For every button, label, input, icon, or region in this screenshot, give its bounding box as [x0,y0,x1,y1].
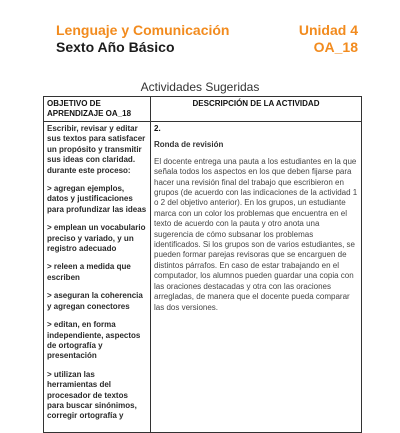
table-row [44,122,362,433]
objective-item: > agregan ejemplos, datos y justificaciones para profundizar las ideas [47,184,147,214]
activity-title: Ronda de revisión [154,140,224,150]
activity-cell [151,122,362,433]
objective-cell [44,122,151,433]
activity-number: 2. [154,124,161,133]
header-left [56,22,229,56]
objective-item: > aseguran la coherencia y agregan conectores [47,291,143,311]
objective-item: > editan, en forma independiente, aspectos de ortografía y presentación [47,320,141,361]
page-header [56,22,358,58]
unit-label: Unidad 4 [298,22,358,38]
activity-description: El docente entrega una pauta a los estudiantes en la que señala todos los aspectos en los que deben fijarse para hacer una revisión final del trabajo que escribieron en grupos (de acuerdo con las indicaciones de la actividad 1 o 2 del objetivo anterior). En los grupos, un estudiante marca con un color los problemas que encuentra en el texto de acuerdo con la pauta y otro anota una sugerencia de cómo subsanar los problemas identificados. Si los grupos son de varios estudiantes, se pueden formar parejas revisoras que se encarguen de distintos párrafos. En caso de estar trabajando en el computador, los alumnos pueden guardar una copia con las oraciones destacadas y otra con las oraciones arregladas, de manera que el docente pueda comparar las dos versiones. [154,156,358,312]
objective-item: > emplean un vocabulario preciso y variado, y un registro adecuado [47,223,146,254]
objective-code: OA_18 [313,39,358,55]
grade-title: Sexto Año Básico [56,39,175,55]
objective-column-header: OBJETIVO DE APRENDIZAJE OA_18 [44,97,151,122]
header-right [299,22,358,56]
section-title: Actividades Sugeridas [140,80,260,94]
subject-title: Lenguaje y Comunicación [56,22,230,38]
objective-item: > releen a medida que escriben [47,262,131,282]
activity-table [43,96,362,433]
objective-intro: Escribir, revisar y editar sus textos para satisfacer un propósito y transmitir sus ideas con claridad. durante este proceso: [47,124,146,175]
objective-item: > utilizan las herramientas del procesador de textos para buscar sinónimos, corregir ortografía y [47,369,137,421]
table-header-row [44,97,362,122]
description-column-header: DESCRIPCIÓN DE LA ACTIVIDAD [151,97,362,122]
